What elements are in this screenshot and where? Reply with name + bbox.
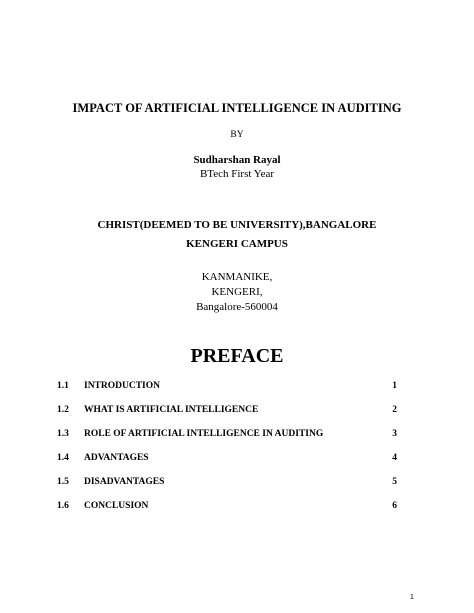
toc-entry[interactable] — [0, 501, 474, 515]
toc-entry-number: 1.2 — [57, 405, 69, 415]
toc-entry-title: WHAT IS ARTIFICIAL INTELLIGENCE — [84, 405, 259, 415]
author-description: BTech First Year — [199, 168, 275, 180]
institution-name: CHRIST(DEEMED TO BE UNIVERSITY),BANGALORE — [97, 219, 377, 231]
toc-entry[interactable] — [0, 453, 474, 467]
toc-entry-title: ROLE OF ARTIFICIAL INTELLIGENCE IN AUDITING — [84, 429, 324, 439]
toc-entry-number: 1.5 — [57, 477, 69, 487]
toc-entry-number: 1.1 — [57, 381, 69, 391]
address-line: KANMANIKE, — [201, 271, 273, 283]
author-name: Sudharshan Rayal — [193, 154, 281, 166]
preface-heading: PREFACE — [190, 345, 284, 367]
by-label: BY — [230, 130, 244, 140]
toc-entry[interactable] — [0, 477, 474, 491]
toc-entry[interactable] — [0, 405, 474, 419]
document-title: IMPACT OF ARTIFICIAL INTELLIGENCE IN AUDITING — [72, 101, 402, 115]
address-line: KENGERI, — [211, 286, 263, 298]
toc-entry[interactable] — [0, 429, 474, 443]
toc-entry-number: 1.6 — [57, 501, 69, 511]
toc-entry-page: 4 — [392, 453, 397, 463]
toc-entry-page: 3 — [392, 429, 397, 439]
toc-entry-page: 2 — [392, 405, 397, 415]
toc-entry-title: DISADVANTAGES — [84, 477, 165, 487]
toc-entry-page: 6 — [392, 501, 397, 511]
address-line: Bangalore-560004 — [196, 301, 278, 313]
page-number: 1 — [410, 594, 414, 601]
toc-entry-page: 5 — [392, 477, 397, 487]
campus-name: KENGERI CAMPUS — [186, 238, 288, 250]
toc-entry-page: 1 — [392, 381, 397, 391]
toc-entry-title: INTRODUCTION — [84, 381, 161, 391]
toc-entry-number: 1.3 — [57, 429, 69, 439]
toc-entry[interactable] — [0, 381, 474, 395]
toc-entry-number: 1.4 — [57, 453, 69, 463]
toc-entry-title: ADVANTAGES — [84, 453, 149, 463]
toc-entry-title: CONCLUSION — [84, 501, 149, 511]
